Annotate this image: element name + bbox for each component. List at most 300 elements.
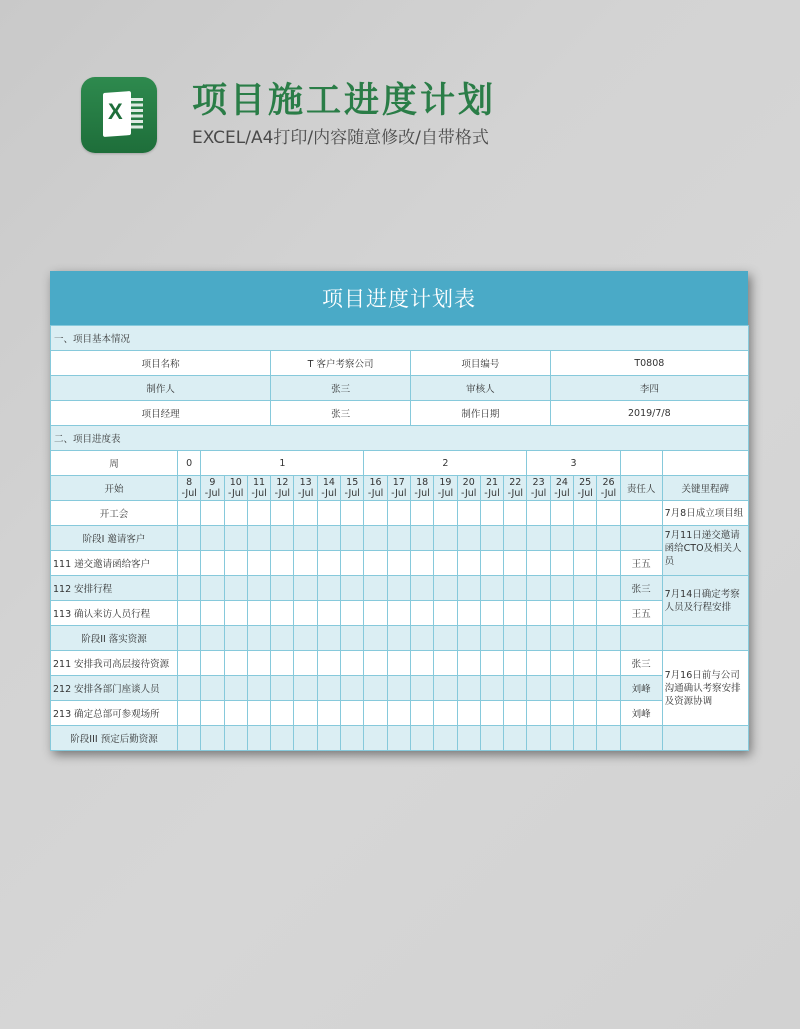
task-owner[interactable] — [620, 726, 662, 751]
gantt-cell[interactable] — [480, 626, 503, 651]
day-number: 14 — [322, 477, 335, 488]
gantt-cell[interactable] — [224, 501, 247, 526]
gantt-cell[interactable] — [178, 526, 201, 551]
day-number: 11 — [252, 477, 266, 488]
day-number: 23 — [532, 477, 545, 488]
gantt-cell[interactable] — [317, 576, 340, 601]
gantt-cell[interactable] — [434, 601, 457, 626]
gantt-cell[interactable] — [504, 501, 527, 526]
day-number: 12 — [276, 477, 289, 488]
gantt-cell[interactable] — [317, 676, 340, 701]
gantt-cell[interactable] — [271, 501, 294, 526]
task-name[interactable]: 212 安排各部门座谈人员 — [51, 676, 178, 701]
gantt-cell[interactable] — [597, 726, 620, 751]
gantt-cell[interactable] — [224, 651, 247, 676]
task-row — [51, 576, 749, 601]
gantt-cell[interactable] — [178, 726, 201, 751]
day-month: -Jul — [391, 488, 407, 499]
gantt-cell[interactable] — [597, 701, 620, 726]
gantt-cell[interactable] — [574, 576, 597, 601]
gantt-cell[interactable] — [457, 526, 480, 551]
value-reviewer[interactable]: 李四 — [550, 376, 748, 401]
gantt-cell[interactable] — [527, 676, 550, 701]
gantt-cell[interactable] — [457, 726, 480, 751]
gantt-cell[interactable] — [434, 501, 457, 526]
gantt-cell[interactable] — [224, 676, 247, 701]
gantt-cell[interactable] — [504, 601, 527, 626]
gantt-cell[interactable] — [247, 651, 270, 676]
gantt-cell[interactable] — [294, 676, 317, 701]
gantt-cell[interactable] — [364, 526, 387, 551]
gantt-cell[interactable] — [410, 576, 433, 601]
day-month: -Jul — [530, 488, 547, 499]
task-row — [51, 676, 749, 701]
task-row — [51, 726, 749, 751]
label-reviewer-label: 审核人 — [410, 376, 550, 401]
gantt-cell[interactable] — [317, 701, 340, 726]
gantt-cell[interactable] — [364, 676, 387, 701]
gantt-cell[interactable] — [410, 701, 433, 726]
day-number: 20 — [462, 477, 475, 488]
day-month: -Jul — [577, 488, 593, 499]
gantt-cell[interactable] — [550, 651, 573, 676]
day-month: -Jul — [181, 488, 197, 499]
gantt-cell[interactable] — [271, 576, 294, 601]
gantt-cell[interactable] — [341, 601, 364, 626]
gantt-cell[interactable] — [480, 526, 503, 551]
day-header — [271, 476, 294, 501]
gantt-cell[interactable] — [271, 726, 294, 751]
gantt-cell[interactable] — [527, 526, 550, 551]
gantt-cell[interactable] — [480, 726, 503, 751]
gantt-cell[interactable] — [527, 651, 550, 676]
gantt-cell[interactable] — [550, 726, 573, 751]
gantt-cell[interactable] — [410, 501, 433, 526]
gantt-cell[interactable] — [574, 701, 597, 726]
gantt-cell[interactable] — [364, 601, 387, 626]
day-number: 24 — [555, 477, 568, 488]
gantt-cell[interactable] — [178, 701, 201, 726]
banner-title: 项目施工进度计划 — [192, 81, 497, 121]
gantt-cell[interactable] — [597, 651, 620, 676]
gantt-cell[interactable] — [457, 626, 480, 651]
gantt-cell[interactable] — [271, 701, 294, 726]
week-owner-blank — [620, 451, 662, 476]
label-date-label: 制作日期 — [410, 401, 550, 426]
week-3: 3 — [527, 451, 620, 476]
day-header — [178, 476, 201, 501]
gantt-cell[interactable] — [480, 601, 503, 626]
gantt-cell[interactable] — [457, 701, 480, 726]
day-header — [224, 476, 247, 501]
gantt-cell[interactable] — [224, 526, 247, 551]
gantt-cell[interactable] — [201, 601, 224, 626]
gantt-cell[interactable] — [434, 576, 457, 601]
day-header — [201, 476, 224, 501]
gantt-cell[interactable] — [294, 576, 317, 601]
gantt-cell[interactable] — [574, 651, 597, 676]
gantt-cell[interactable] — [294, 601, 317, 626]
day-number: 16 — [369, 477, 382, 488]
schedule-table — [50, 325, 749, 751]
gantt-cell[interactable] — [550, 576, 573, 601]
gantt-cell[interactable] — [178, 576, 201, 601]
day-number: 9 — [209, 477, 216, 488]
day-number: 26 — [602, 477, 615, 488]
gantt-cell[interactable] — [457, 501, 480, 526]
gantt-cell[interactable] — [317, 526, 340, 551]
gantt-cell[interactable] — [271, 601, 294, 626]
gantt-cell[interactable] — [341, 726, 364, 751]
gantt-cell[interactable] — [271, 526, 294, 551]
week-milestone-blank — [662, 451, 748, 476]
gantt-cell[interactable] — [224, 701, 247, 726]
gantt-cell[interactable] — [178, 601, 201, 626]
gantt-cell[interactable] — [387, 601, 410, 626]
week-2: 2 — [364, 451, 527, 476]
gantt-cell[interactable] — [387, 551, 410, 576]
task-row — [51, 501, 749, 526]
gantt-cell[interactable] — [434, 676, 457, 701]
excel-icon — [81, 77, 157, 153]
day-month: -Jul — [297, 488, 314, 499]
day-month: -Jul — [484, 488, 500, 499]
milestone-cell[interactable]: 7月8日成立项目组 — [662, 501, 748, 526]
gantt-cell[interactable] — [574, 501, 597, 526]
gantt-cell[interactable] — [527, 601, 550, 626]
gantt-cell[interactable] — [387, 501, 410, 526]
gantt-cell[interactable] — [364, 726, 387, 751]
gantt-cell[interactable] — [341, 526, 364, 551]
gantt-cell[interactable] — [317, 726, 340, 751]
gantt-cell[interactable] — [294, 726, 317, 751]
gantt-cell[interactable] — [597, 501, 620, 526]
task-name[interactable]: 112 安排行程 — [51, 576, 178, 601]
gantt-cell[interactable] — [224, 576, 247, 601]
day-month: -Jul — [600, 488, 617, 499]
gantt-cell[interactable] — [247, 626, 270, 651]
value-date[interactable]: 2019/7/8 — [550, 401, 748, 426]
gantt-cell[interactable] — [201, 701, 224, 726]
day-number: 13 — [299, 477, 312, 488]
milestone-cell[interactable]: 7月11日递交邀请函给CTO及相关人员 — [662, 526, 748, 576]
section-progress: 二、项目进度表 — [51, 426, 749, 451]
milestone-cell[interactable]: 7月16日前与公司沟通确认考察安排及资源协调 — [662, 651, 748, 726]
task-row — [51, 601, 749, 626]
gantt-cell[interactable] — [504, 676, 527, 701]
gantt-cell[interactable] — [294, 501, 317, 526]
gantt-cell[interactable] — [597, 601, 620, 626]
gantt-cell[interactable] — [317, 501, 340, 526]
gantt-cell[interactable] — [201, 726, 224, 751]
gantt-cell[interactable] — [597, 551, 620, 576]
task-name[interactable]: 开工会 — [51, 501, 178, 526]
day-header — [434, 476, 457, 501]
section-basic-info: 一、项目基本情况 — [51, 326, 749, 351]
gantt-cell[interactable] — [201, 551, 224, 576]
gantt-cell[interactable] — [387, 626, 410, 651]
gantt-cell[interactable] — [550, 526, 573, 551]
gantt-cell[interactable] — [457, 551, 480, 576]
gantt-cell[interactable] — [480, 701, 503, 726]
gantt-cell[interactable] — [527, 551, 550, 576]
label-project-no-label: 项目编号 — [410, 351, 550, 376]
gantt-cell[interactable] — [341, 551, 364, 576]
day-month: -Jul — [414, 488, 430, 499]
gantt-cell[interactable] — [271, 626, 294, 651]
gantt-cell[interactable] — [457, 576, 480, 601]
task-owner[interactable]: 王五 — [620, 551, 662, 576]
gantt-cell[interactable] — [480, 676, 503, 701]
gantt-cell[interactable] — [294, 651, 317, 676]
gantt-cell[interactable] — [504, 526, 527, 551]
gantt-cell[interactable] — [480, 501, 503, 526]
gantt-cell[interactable] — [201, 576, 224, 601]
gantt-cell[interactable] — [504, 551, 527, 576]
gantt-cell[interactable] — [527, 501, 550, 526]
gantt-cell[interactable] — [178, 676, 201, 701]
task-name[interactable]: 阶段I 邀请客户 — [51, 526, 178, 551]
label-manager-label: 项目经理 — [51, 401, 271, 426]
gantt-cell[interactable] — [410, 526, 433, 551]
gantt-cell[interactable] — [574, 726, 597, 751]
gantt-cell[interactable] — [574, 626, 597, 651]
gantt-cell[interactable] — [387, 651, 410, 676]
task-name[interactable]: 111 递交邀请函给客户 — [51, 551, 178, 576]
gantt-cell[interactable] — [247, 526, 270, 551]
gantt-cell[interactable] — [317, 601, 340, 626]
gantt-cell[interactable] — [574, 551, 597, 576]
gantt-cell[interactable] — [294, 551, 317, 576]
gantt-cell[interactable] — [550, 601, 573, 626]
day-number: 25 — [579, 477, 592, 488]
task-owner[interactable]: 王五 — [620, 601, 662, 626]
gantt-cell[interactable] — [341, 701, 364, 726]
gantt-cell[interactable] — [574, 676, 597, 701]
task-owner[interactable] — [620, 501, 662, 526]
gantt-cell[interactable] — [341, 501, 364, 526]
gantt-cell[interactable] — [201, 626, 224, 651]
gantt-cell[interactable] — [224, 626, 247, 651]
gantt-cell[interactable] — [457, 651, 480, 676]
day-number: 17 — [392, 477, 405, 488]
gantt-cell[interactable] — [364, 701, 387, 726]
day-number: 22 — [509, 477, 522, 488]
gantt-cell[interactable] — [247, 726, 270, 751]
gantt-cell[interactable] — [550, 501, 573, 526]
gantt-cell[interactable] — [294, 701, 317, 726]
task-owner[interactable] — [620, 626, 662, 651]
day-month: -Jul — [507, 488, 524, 499]
day-number: 21 — [485, 477, 499, 488]
gantt-cell[interactable] — [317, 551, 340, 576]
excel-icon-letter: X — [108, 99, 123, 124]
banner-subtitle: EXCEL/A4打印/内容随意修改/自带格式 — [192, 128, 489, 148]
gantt-cell[interactable] — [410, 626, 433, 651]
gantt-cell[interactable] — [178, 551, 201, 576]
value-project-no[interactable]: T0808 — [550, 351, 748, 376]
gantt-cell[interactable] — [527, 701, 550, 726]
gantt-cell[interactable] — [387, 726, 410, 751]
week-1: 1 — [201, 451, 364, 476]
gantt-cell[interactable] — [597, 626, 620, 651]
gantt-cell[interactable] — [410, 726, 433, 751]
gantt-cell[interactable] — [550, 551, 573, 576]
day-month: -Jul — [274, 488, 291, 499]
gantt-cell[interactable] — [224, 551, 247, 576]
gantt-cell[interactable] — [364, 576, 387, 601]
task-row — [51, 626, 749, 651]
start-label: 开始 — [51, 476, 178, 501]
gantt-cell[interactable] — [247, 576, 270, 601]
gantt-cell[interactable] — [271, 551, 294, 576]
gantt-cell[interactable] — [574, 526, 597, 551]
task-name[interactable]: 阶段II 落实资源 — [51, 626, 178, 651]
gantt-cell[interactable] — [294, 626, 317, 651]
gantt-cell[interactable] — [410, 676, 433, 701]
gantt-cell[interactable] — [247, 551, 270, 576]
value-project-name[interactable]: T 客户考察公司 — [271, 351, 411, 376]
day-header — [364, 476, 387, 501]
gantt-cell[interactable] — [341, 626, 364, 651]
gantt-cell[interactable] — [364, 501, 387, 526]
gantt-cell[interactable] — [341, 651, 364, 676]
gantt-cell[interactable] — [271, 651, 294, 676]
gantt-cell[interactable] — [224, 726, 247, 751]
gantt-cell[interactable] — [364, 626, 387, 651]
milestone-cell[interactable] — [662, 626, 748, 651]
gantt-cell[interactable] — [410, 601, 433, 626]
day-header — [317, 476, 340, 501]
task-owner[interactable]: 刘峰 — [620, 676, 662, 701]
value-author[interactable]: 张三 — [271, 376, 411, 401]
task-name[interactable]: 113 确认来访人员行程 — [51, 601, 178, 626]
gantt-cell[interactable] — [201, 501, 224, 526]
gantt-cell[interactable] — [178, 501, 201, 526]
milestone-cell[interactable]: 7月14日确定考察人员及行程安排 — [662, 576, 748, 626]
gantt-cell[interactable] — [434, 651, 457, 676]
day-month: -Jul — [204, 488, 221, 499]
gantt-cell[interactable] — [574, 601, 597, 626]
task-row — [51, 701, 749, 726]
gantt-cell[interactable] — [247, 601, 270, 626]
task-owner[interactable]: 张三 — [620, 576, 662, 601]
gantt-cell[interactable] — [294, 526, 317, 551]
gantt-cell[interactable] — [597, 576, 620, 601]
gantt-cell[interactable] — [317, 626, 340, 651]
gantt-cell[interactable] — [364, 651, 387, 676]
gantt-cell[interactable] — [504, 626, 527, 651]
gantt-cell[interactable] — [527, 726, 550, 751]
gantt-cell[interactable] — [410, 551, 433, 576]
day-month: -Jul — [251, 488, 267, 499]
gantt-cell[interactable] — [550, 676, 573, 701]
gantt-cell[interactable] — [457, 676, 480, 701]
task-name[interactable]: 阶段III 预定后勤资源 — [51, 726, 178, 751]
gantt-cell[interactable] — [178, 651, 201, 676]
gantt-cell[interactable] — [341, 676, 364, 701]
gantt-cell[interactable] — [550, 626, 573, 651]
day-month: -Jul — [228, 488, 244, 499]
day-header — [574, 476, 597, 501]
day-header — [457, 476, 480, 501]
day-month: -Jul — [321, 488, 337, 499]
gantt-cell[interactable] — [364, 551, 387, 576]
day-month: -Jul — [367, 488, 384, 499]
gantt-cell[interactable] — [504, 726, 527, 751]
task-name[interactable]: 211 安排我司高层接待资源 — [51, 651, 178, 676]
gantt-cell[interactable] — [480, 551, 503, 576]
gantt-cell[interactable] — [247, 676, 270, 701]
gantt-cell[interactable] — [527, 576, 550, 601]
gantt-cell[interactable] — [201, 526, 224, 551]
gantt-cell[interactable] — [597, 676, 620, 701]
day-header — [597, 476, 620, 501]
milestone-header: 关键里程碑 — [662, 476, 748, 501]
task-name[interactable]: 213 确定总部可参观场所 — [51, 701, 178, 726]
gantt-cell[interactable] — [550, 701, 573, 726]
milestone-cell[interactable] — [662, 726, 748, 751]
gantt-cell[interactable] — [504, 701, 527, 726]
gantt-cell[interactable] — [504, 576, 527, 601]
gantt-cell[interactable] — [434, 726, 457, 751]
gantt-cell[interactable] — [247, 501, 270, 526]
gantt-cell[interactable] — [387, 526, 410, 551]
gantt-cell[interactable] — [457, 601, 480, 626]
gantt-cell[interactable] — [341, 576, 364, 601]
excel-icon-grid — [131, 98, 143, 131]
owner-header: 责任人 — [620, 476, 662, 501]
day-header — [480, 476, 503, 501]
task-owner[interactable] — [620, 526, 662, 551]
day-month: -Jul — [461, 488, 477, 499]
spreadsheet — [50, 271, 748, 751]
gantt-cell[interactable] — [504, 651, 527, 676]
task-owner[interactable]: 刘峰 — [620, 701, 662, 726]
gantt-cell[interactable] — [434, 626, 457, 651]
gantt-cell[interactable] — [434, 701, 457, 726]
gantt-cell[interactable] — [434, 551, 457, 576]
day-header — [504, 476, 527, 501]
day-number: 8 — [186, 477, 193, 488]
day-number: 19 — [439, 477, 452, 488]
gantt-cell[interactable] — [224, 601, 247, 626]
gantt-cell[interactable] — [317, 651, 340, 676]
gantt-cell[interactable] — [387, 676, 410, 701]
gantt-cell[interactable] — [527, 626, 550, 651]
task-owner[interactable]: 张三 — [620, 651, 662, 676]
day-header — [527, 476, 550, 501]
gantt-cell[interactable] — [480, 576, 503, 601]
gantt-cell[interactable] — [271, 676, 294, 701]
gantt-cell[interactable] — [597, 526, 620, 551]
value-manager[interactable]: 张三 — [271, 401, 411, 426]
gantt-cell[interactable] — [201, 676, 224, 701]
label-project-name-label: 项目名称 — [51, 351, 271, 376]
day-header — [410, 476, 433, 501]
gantt-cell[interactable] — [410, 651, 433, 676]
day-header — [294, 476, 317, 501]
gantt-cell[interactable] — [247, 701, 270, 726]
gantt-cell[interactable] — [434, 526, 457, 551]
week-0: 0 — [178, 451, 201, 476]
gantt-cell[interactable] — [480, 651, 503, 676]
day-month: -Jul — [437, 488, 454, 499]
gantt-cell[interactable] — [387, 576, 410, 601]
gantt-cell[interactable] — [387, 701, 410, 726]
gantt-cell[interactable] — [178, 626, 201, 651]
gantt-cell[interactable] — [201, 651, 224, 676]
